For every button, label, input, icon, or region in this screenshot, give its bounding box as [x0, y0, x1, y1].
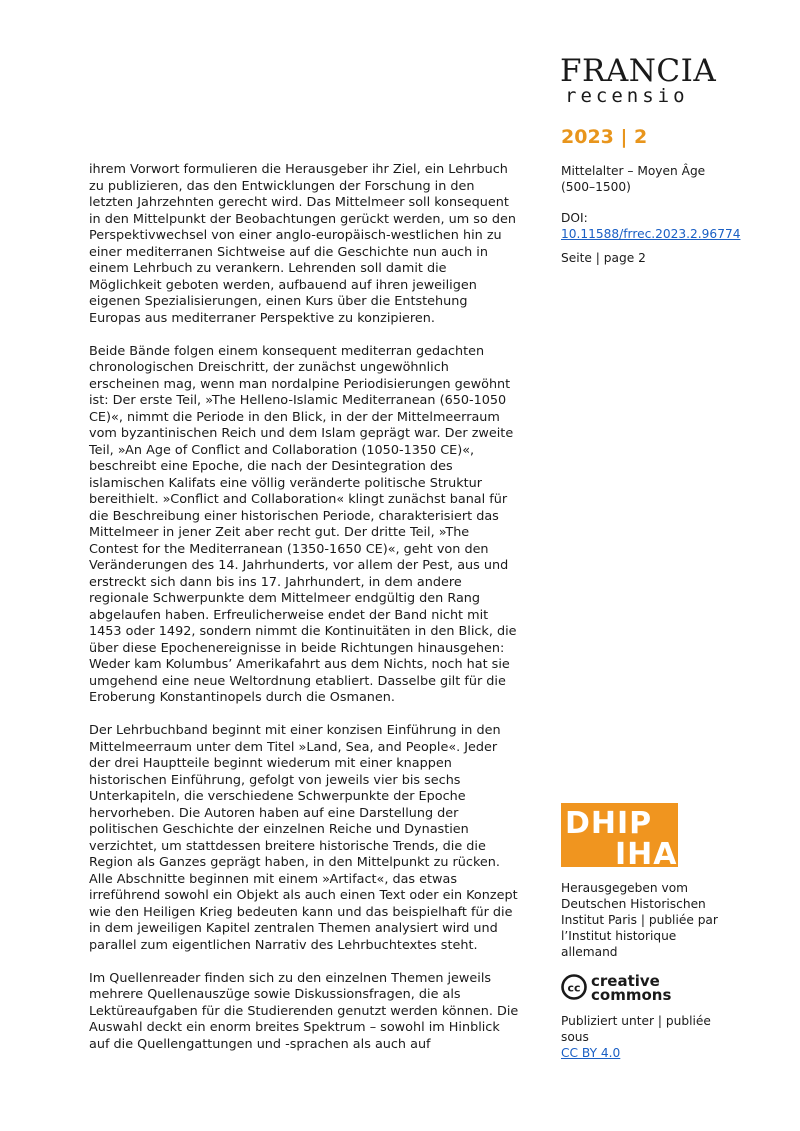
dhip-logo-text: DHIP: [565, 806, 653, 841]
creative-commons-icon: [563, 976, 586, 999]
logo-recensio-text: recensio: [565, 85, 689, 107]
category-text: Mittelalter – Moyen Âge (500–1500): [561, 164, 706, 194]
paragraph: Beide Bände folgen einem konsequent mediterran gedachten chronologischen Dreischritt, der zunächst ungewöhnlich erscheinen mag, wenn man nordalpine Periodisierungen gewöhnt ist: Der erste Teil, »The Helleno-Islamic Mediterranean (650-1050 CE)«, nimmt die Periode in den Blick, in der der Mittelmeerraum vom byzantinischen Reich und dem Islam geprägt war. Der zweite Teil, »An Age of Conflict and Collaboration (1050-1350 CE)«, beschreibt eine Epoche, die nach der Desintegration des islamischen Kalifats eine völlig veränderte politische Struktur bereithielt. »Conflict and Collaboration« klingt zunächst banal für die Beschreibung einer historischen Periode, charakterisiert das Mittelmeer in jener Zeit aber recht gut. Der dritte Teil, »The Contest for the Mediterranean (1350-1650 CE)«, geht von den Veränderungen des 14. Jahrhunderts, vor allem der Pest, aus und erstreckt sich dann bis ins 17. Jahrhundert, in dem andere regionale Schwerpunkte dem Mittelmeer endgültig den Rang abgelaufen haben. Erfreulicherweise endet der Band nicht mit 1453 oder 1492, sondern nimmt die Kontinuitäten in den Blick, die über diese Epochenereignisse in beide Richtungen hinausgehen: Weder kam Kolumbus’ Amerikafahrt aus dem Nichts, noch hat sie umgehend eine neue Weltordnung etabliert. Dasselbe gilt für die Eroberung Konstantinopels durch die Osmanen.: [89, 343, 517, 705]
article-body: [89, 162, 521, 1070]
doi-block: [561, 210, 741, 242]
license-block: [561, 1013, 736, 1061]
francia-recensio-logo: [560, 53, 720, 107]
doi-link[interactable]: 10.11588/frrec.2023.2.96774: [561, 227, 741, 241]
logo-francia-text: FRANCIA: [560, 53, 717, 89]
creative-commons-logo: [561, 972, 691, 1008]
doi-label: DOI:: [561, 211, 588, 225]
dhip-iha-logo: [561, 803, 678, 867]
issue-number: 2023 | 2: [561, 126, 648, 148]
license-link[interactable]: CC BY 4.0: [561, 1046, 621, 1060]
paragraph: Im Quellenreader finden sich zu den einzelnen Themen jeweils mehrere Quellenauszüge sowie Diskussionsfragen, die als Lektüreaufgaben für die Studierenden genutzt werden können. Die Auswahl deckt ein enorm breites Spektrum – sowohl im Hinblick auf die Quellengattungen und -sprachen als auch auf: [89, 970, 519, 1052]
page-number: Seite | page 2: [561, 251, 646, 265]
publisher-text: Herausgegeben vom Deutschen Historischen Institut Paris | publiée par l’Institut historique allemand: [561, 881, 718, 959]
cc-line1-text: creative: [591, 972, 660, 990]
cc-line2-text: commons: [591, 986, 672, 1004]
paragraph: Der Lehrbuchband beginnt mit einer konzisen Einführung in den Mittelmeerraum unter dem Titel »Land, Sea, and People«. Jeder der drei Hauptteile beginnt wiederum mit einer knappen historischen Einführung, gefolgt von jeweils vier bis sechs Unterkapiteln, die verschiedene Schwerpunkte der Epoche hervorheben. Die Autoren haben auf eine Darstellung der politischen Geschichte der einzelnen Reiche und Dynastien verzichtet, um stattdessen breitere historische Trends, die die Region als Ganzes geprägt haben, in den Mittelpunkt zu rücken. Alle Abschnitte beginnen mit einem »Artifact«, das etwas irreführend sowohl ein Objekt als auch einen Text oder ein Konzept wie den Heiligen Krieg bedeuten kann und das beispielhaft für die in dem jeweiligen Kapitel zentralen Themen analysiert wird und parallel zum eigentlichen Narrativ des Lehrbuchtextes steht.: [89, 723, 518, 953]
license-text: Publiziert unter | publiée sous: [561, 1014, 711, 1044]
svg-text:cc: cc: [567, 981, 581, 995]
iha-logo-text: IHA: [615, 837, 678, 867]
paragraph: ihrem Vorwort formulieren die Herausgeber ihr Ziel, ein Lehrbuch zu publizieren, das den Entwicklungen der Forschung in den letzten Jahrzehnten gerecht wird. Das Mittelmeer soll konsequent in den Mittelpunkt der Beobachtungen gerückt werden, um so den Perspektivwechsel von einer anglo-europäisch-westlichen hin zu einer mediterranen Sichtweise auf die Geschichte nun auch in einem Lehrbuch zu verankern. Lehrenden soll damit die Möglichkeit geboten werden, aufbauend auf ihren jeweiligen eigenen Spezialisierungen, einen Kurs über die Entstehung Europas aus mediterraner Perspektive zu konzipieren.: [89, 162, 516, 326]
